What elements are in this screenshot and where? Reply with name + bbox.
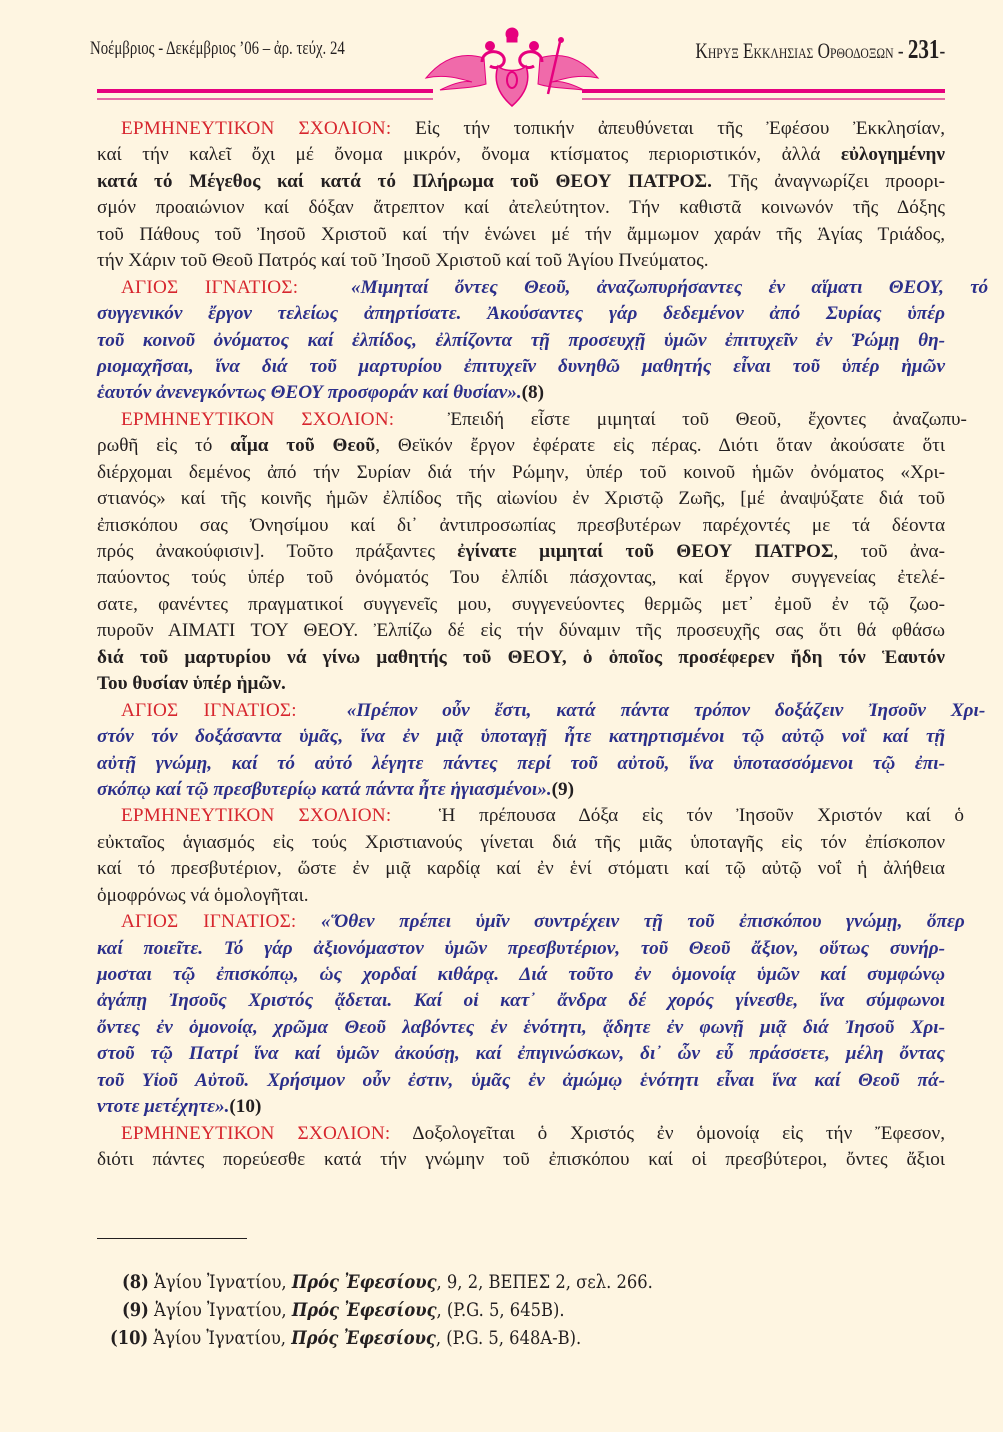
journal-name: Κηρυξ Εκκλησιας Ορθοδοξων - [695, 38, 904, 63]
ignatius-quote: ΑΓΙΟΣ ΙΓΝΑΤΙΟΣ: «Μιμηταί ὄντες Θεοῦ, ἀναζωπυρήσαντες ἐν αἵματι ΘΕΟΥ, τό συγγενικόν ἔργον τελείως ἀπηρτίσατε. Ἀκούσαντες γάρ δεδεμένον ἀπό Συρίας ὑπέρ τοῦ κοινοῦ ὀνόματος καί ἐλπίδος, ἐλπίζοντα τῇ προσευχῇ ὑμῶν ἐπιτυχεῖν ἐν Ῥώμῃ θη- ριομαχῆσαι, ἵνα διά τοῦ μαρτυρίου ἐπιτυχεῖν δυνηθῶ μαθητής εἶναι τοῦ ὑπέρ ἡμῶν ἑαυτόν ἀνενεγκόντως ΘΕΟΥ προσφοράν καί θυσίαν».(8) [97, 276, 989, 404]
commentary-label: ΕΡΜΗΝΕΥΤΙΚΟΝ ΣΧΟΛΙΟΝ: [121, 805, 392, 827]
commentary-paragraph: ΕΡΜΗΝΕΥΤΙΚΟΝ ΣΧΟΛΙΟΝ: Εἰς τήν τοπικήν ἀπευθύνεται τῆς Ἐφέσου Ἐκκλησίαν, καί τήν καλεῖ ὄχι μέ ὄνομα μικρόν, ὄνομα κτίσματος περιοριστικόν, ἀλλά εὐλογημένην κατά τό Μέγεθος καί κατά τό Πλήρωμα τοῦ ΘΕΟΥ ΠΑΤΡΟΣ. Τῆς ἀναγνωρίζει προορι- σμόν προαιώνιον καί δόξαν ἄτρεπτον καί ἀτελεύτητον. Τήν καθιστᾶ κοινωνόν τῆς Δόξης τοῦ Πάθους τοῦ Ἰησοῦ Χριστοῦ καί τήν ἑνώνει μέ τήν ἄμμωμον χαράν τῆς Ἁγίας Τριάδος, τήν Χάριν τοῦ Θεοῦ Πατρός καί τοῦ Ἰησοῦ Χριστοῦ καί τοῦ Ἁγίου Πνεύματος. [97, 118, 945, 272]
commentary-paragraph: ΕΡΜΗΝΕΥΤΙΚΟΝ ΣΧΟΛΙΟΝ: Δοξολογεῖται ὁ Χριστός ἐν ὁμονοίᾳ εἰς τήν Ἔφεσον, διότι πάντες πορεύεσθε κατά τήν γνώμην τοῦ ἐπισκόπου καί οἱ πρεσβύτεροι, ὄντες ἄξιοι [97, 1122, 946, 1171]
commentary-label: ΕΡΜΗΝΕΥΤΙΚΟΝ ΣΧΟΛΙΟΝ: [121, 118, 392, 139]
double-headed-eagle-icon [424, 22, 600, 108]
commentary-paragraph: ΕΡΜΗΝΕΥΤΙΚΟΝ ΣΧΟΛΙΟΝ: Ἐπειδή εἶστε μιμηταί τοῦ Θεοῦ, ἔχοντες ἀναζωπυ- ρωθῆ εἰς τό αἷμα τοῦ Θεοῦ, Θεϊκόν ἔργον ἐφέρατε εἰς πέρας. Διότι ὅταν ἀκούσατε ὅτι διέρχομαι δεμένος ἀπό τήν Συρίαν διά τήν Ρώμην, ὑπέρ τοῦ κοινοῦ ἡμῶν ὀνόματος «Χρι- στιανός» καί τῆς κοινῆς ἡμῶν ἐλπίδος τῆς αἰωνίου ἐν Χριστῷ Ζωῆς, [μέ ἀναψύξατε διά τοῦ ἐπισκόπου σας Ὀνησίμου καί δι᾽ ἀντιπροσωπίας πρεσβυτέρων παρέχοντές με τά δέοντα πρός ἀνακούφισιν]. Τοῦτο πράξαντες ἐγίνατε μιμηταί τοῦ ΘΕΟΥ ΠΑΤΡΟΣ, τοῦ ἀνα- παύοντος τούς ὑπέρ τοῦ ὀνόματός Του ἐλπίδι πάσχοντας, καί ἔργον συγγενείας ἐτελέ- σατε, φανέντες πραγματικοί συγγενεῖς μου, συγγενεύοντες θερμῶς μετ᾽ ἐμοῦ ἐν τῷ ζωο- πυροῦν ΑΙΜΑΤΙ ΤΟΥ ΘΕΟΥ. Ἐλπίζω δέ εἰς τήν δύναμιν τῆς προσευχῆς σας ὅτι θά φθάσω διά τοῦ μαρτυρίου νά γίνω μαθητής τοῦ ΘΕΟΥ, ὁ ὁποῖος προσέφερεν ἤδη τόν Ἑαυτόν Του θυσίαν ὑπέρ ἡμῶν. [97, 408, 967, 695]
header-rule-left-thin [97, 98, 433, 100]
footnotes [110, 1268, 739, 1352]
footnote-ref[interactable]: (10) [229, 1096, 262, 1118]
ignatius-label: ΑΓΙΟΣ ΙΓΝΑΤΙΟΣ: [121, 276, 299, 298]
header-rule-left [97, 89, 433, 93]
commentary-label: ΕΡΜΗΝΕΥΤΙΚΟΝ ΣΧΟΛΙΟΝ: [121, 1122, 391, 1144]
ignatius-quote: ΑΓΙΟΣ ΙΓΝΑΤΙΟΣ: «Πρέπον οὖν ἔστι, κατά πάντα τρόπον δοξάζειν Ἰησοῦν Χρι- στόν τόν δοξάσαντα ὑμᾶς, ἵνα ἐν μιᾷ ὑποταγῇ ἦτε κατηρτισμένοι τῷ αὐτῷ νοΐ καί τῇ αὐτῇ γνώμῃ, καί τό αὐτό λέγητε πάντες περί τοῦ αὐτοῦ, ἵνα ὑποτασσόμενοι τῷ ἐπι- σκόπῳ καί τῷ πρεσβυτερίῳ κατά πάντα ἦτε ἡγιασμένοι».(9) [97, 699, 986, 800]
footnote-divider [97, 1238, 247, 1239]
header-rule-right-thin [582, 98, 945, 100]
ignatius-label: ΑΓΙΟΣ ΙΓΝΑΤΙΟΣ: [121, 911, 297, 933]
ignatius-quote: ΑΓΙΟΣ ΙΓΝΑΤΙΟΣ: «Ὅθεν πρέπει ὑμῖν συντρέχειν τῇ τοῦ ἐπισκόπου γνώμῃ, ὅπερ καί ποιεῖτε. Τό γάρ ἀξιονόμαστον ὑμῶν πρεσβυτέριον, τοῦ Θεοῦ ἄξιον, οὕτως συνήρ- μοσται τῷ ἐπισκόπῳ, ὡς χορδαί κιθάρᾳ. Διά τοῦτο ἐν ὁμονοίᾳ ὑμῶν καί συμφώνῳ ἀγάπῃ Ἰησοῦς Χριστός ᾄδεται. Καί οἱ κατ᾽ ἄνδρα δέ χορός γίνεσθε, ἵνα σύμφωνοι ὄντες ἐν ὁμονοίᾳ, χρῶμα Θεοῦ λαβόντες ἐν ἑνότητι, ᾄδητε ἐν φωνῇ μιᾷ διά Ἰησοῦ Χρι- στοῦ τῷ Πατρί ἵνα καί ὑμῶν ἀκούσῃ, καί ἐπιγινώσκων, δι᾽ ὧν εὖ πράσσετε, μέλη ὄντας τοῦ Υἱοῦ Αὐτοῦ. Χρήσιμον οὖν ἐστιν, ὑμᾶς ἐν ἀμώμῳ ἑνότητι εἶναι ἵνα καί Θεοῦ πά- ντοτε μετέχητε».(10) [97, 911, 965, 1118]
journal-title [695, 34, 945, 65]
page-header [0, 0, 1003, 110]
commentary-label: ΕΡΜΗΝΕΥΤΙΚΟΝ ΣΧΟΛΙΟΝ: [121, 408, 395, 430]
issue-info: Νοέμβριος - Δεκέμβριος ’06 – ἀρ. τεύχ. 24 [90, 38, 345, 59]
footnote-10: (10) Ἁγίου Ἰγνατίου, Πρός Ἐφεσίους, (P.G. 5, 648A-B). [110, 1327, 582, 1349]
header-rule-right [582, 89, 945, 93]
footnote-8: (8) Ἁγίου Ἰγνατίου, Πρός Ἐφεσίους, 9, 2, ΒΕΠΕΣ 2, σελ. 266. [122, 1271, 653, 1293]
footnote-9: (9) Ἁγίου Ἰγνατίου, Πρός Ἐφεσίους, (P.G. 5, 645B). [122, 1299, 565, 1321]
ignatius-label: ΑΓΙΟΣ ΙΓΝΑΤΙΟΣ: [121, 699, 297, 721]
footnote-ref[interactable]: (8) [521, 382, 545, 404]
page-number: 231 [907, 34, 940, 64]
footnote-ref[interactable]: (9) [551, 778, 575, 800]
article-body [97, 116, 989, 1174]
page-suffix: - [939, 38, 945, 63]
commentary-paragraph: ΕΡΜΗΝΕΥΤΙΚΟΝ ΣΧΟΛΙΟΝ: Ἡ πρέπουσα Δόξα εἰς τόν Ἰησοῦν Χριστόν καί ὁ εὐκταῖος ἁγιασμός εἰς τούς Χριστιανούς γίνεται διά τῆς μιᾶς ὑποταγῆς εἰς τόν ἐπίσκοπον καί τό πρεσβυτέριον, ὥστε ἐν μιᾷ καρδίᾳ καί ἐν ἑνί στόματι καί τῷ αὐτῷ νοΐ ἡ ἀλήθεια ὁμοφρόνως νά ὁμολογῆται. [97, 805, 964, 906]
